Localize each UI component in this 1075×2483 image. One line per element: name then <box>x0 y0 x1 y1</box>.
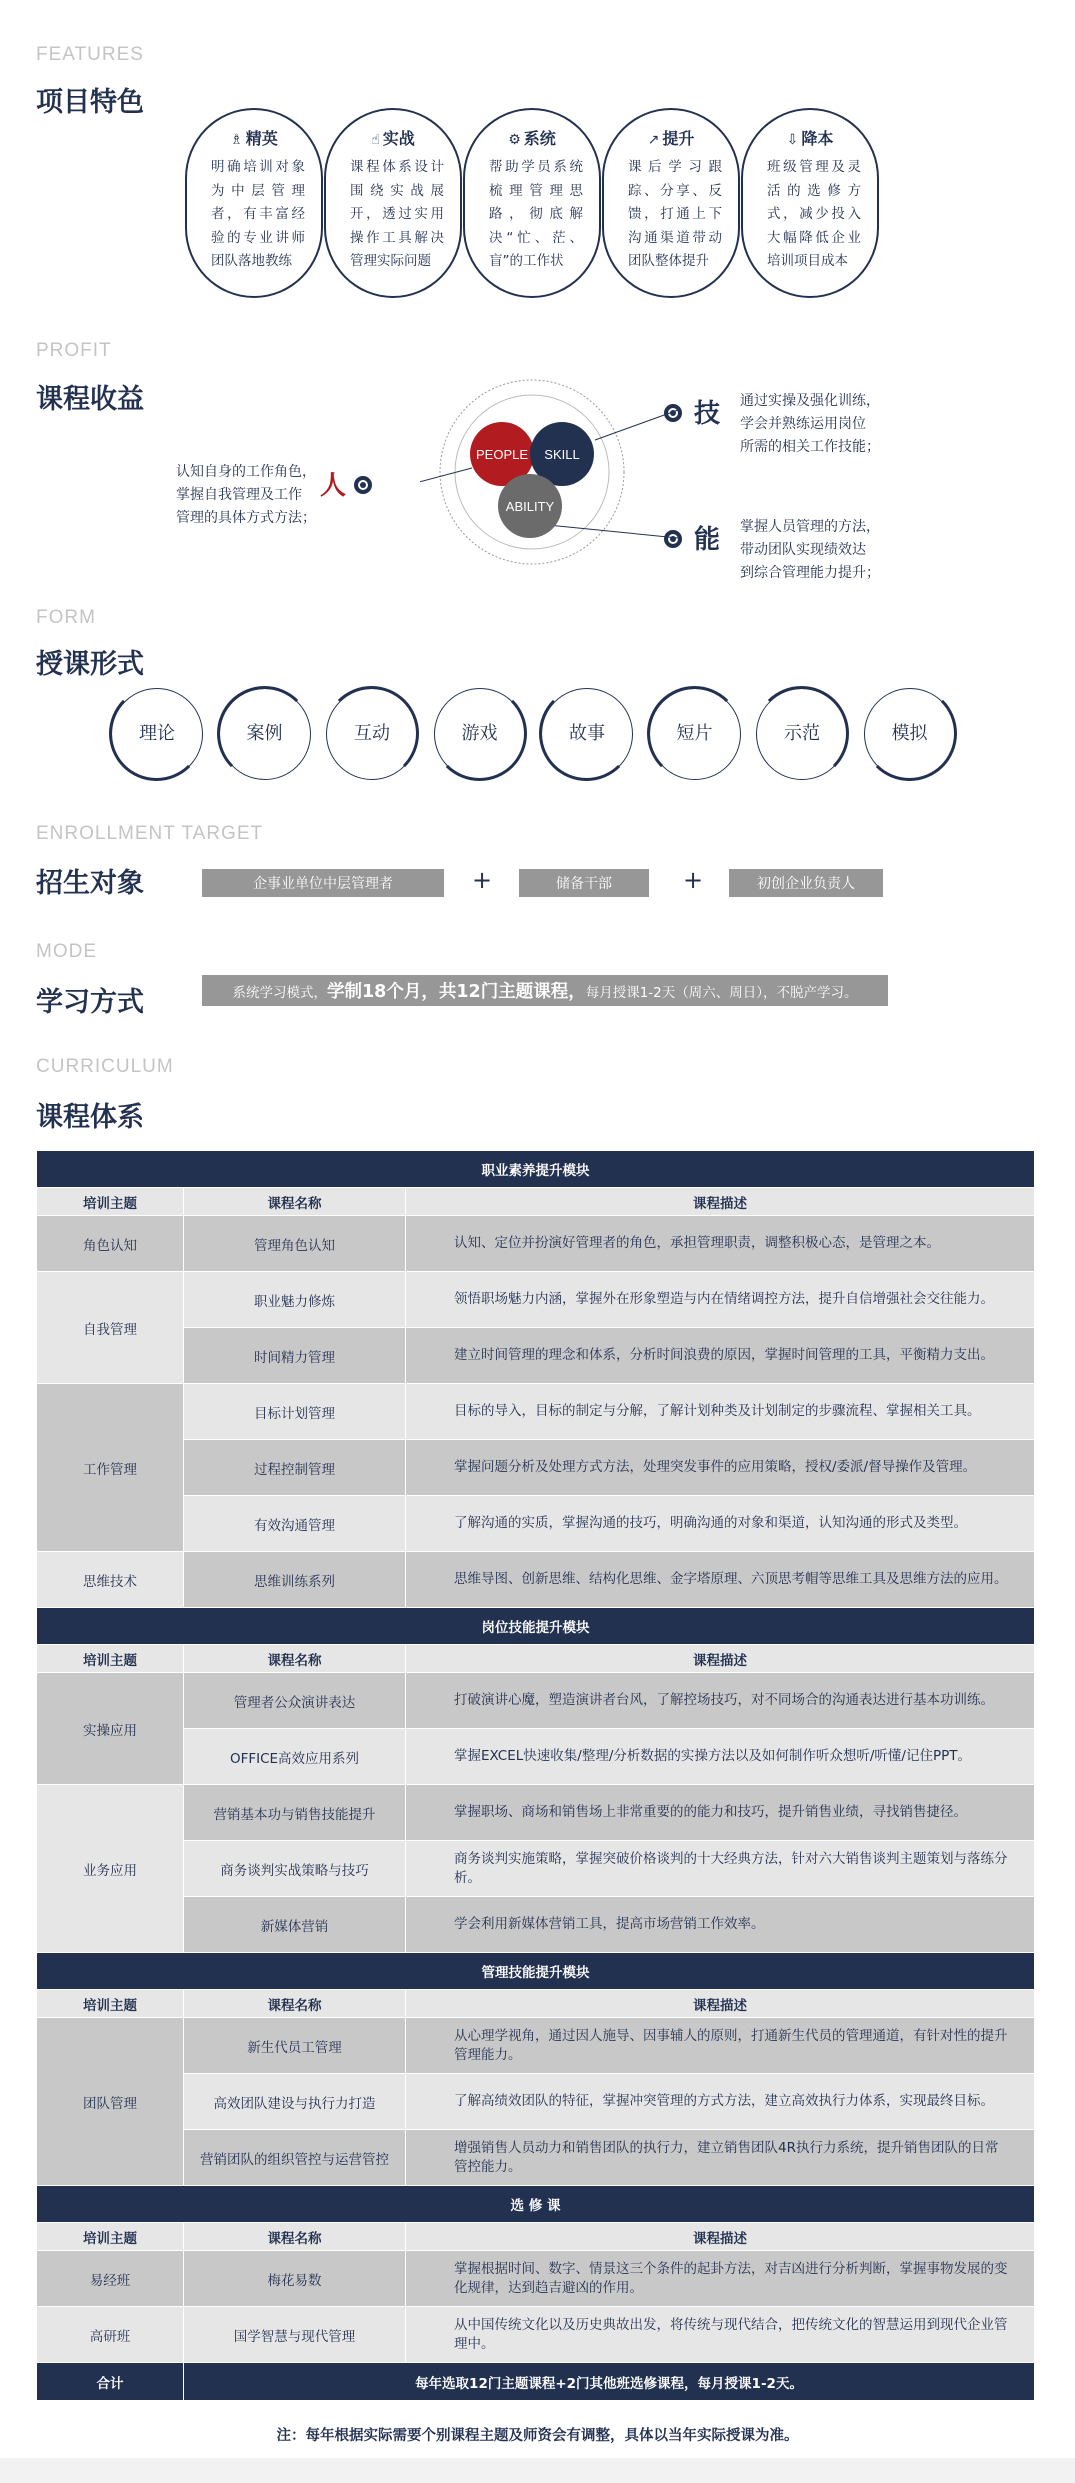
course-name: 思维训练系列 <box>184 1552 406 1608</box>
table-row <box>37 1841 1035 1897</box>
column-header: 培训主题 <box>37 1645 184 1673</box>
form-arc <box>432 686 527 781</box>
module-title: 管理技能提升模块 <box>37 1953 1035 1990</box>
benefits-en-title: PROFIT <box>36 340 112 361</box>
course-desc: 掌握根据时间、数字、情景这三个条件的起卦方法，对吉凶进行分析判断，掌握事物发展的变化规律，达到趋吉避凶的作用。 <box>406 2251 1035 2307</box>
table-row <box>37 2130 1035 2186</box>
ren-text: 认知自身的工作角色， 掌握自我管理及工作 管理的具体方式方法； <box>176 464 316 526</box>
feature-title <box>604 126 738 149</box>
gear-icon: ⚙ <box>508 132 521 148</box>
ribbon-icon: ♗ <box>230 132 243 148</box>
chart-icon: ↗ <box>647 132 660 148</box>
form-label: 故事 <box>569 723 605 744</box>
course-name: 有效沟通管理 <box>184 1496 406 1552</box>
enroll-en-title: ENROLLMENT TARGET <box>36 823 264 844</box>
feature-body: 明确培训对象为中层管理者，有丰富经验的专业讲师团队落地教练 <box>211 159 305 269</box>
people-circle: PEOPLE <box>470 422 534 486</box>
module-title: 选 修 课 <box>37 2186 1035 2223</box>
table-row <box>37 2307 1035 2363</box>
form-arc <box>754 686 849 781</box>
feature-title <box>326 126 460 149</box>
course-desc: 打破演讲心魔，塑造演讲者台风，了解控场技巧，对不同场合的沟通表达进行基本功训练。 <box>406 1673 1035 1729</box>
course-desc: 了解高绩效团队的特征，掌握冲突管理的方式方法，建立高效执行力体系，实现最终目标。 <box>406 2074 1035 2130</box>
form-circle <box>541 688 633 780</box>
form-circle <box>434 688 526 780</box>
course-desc: 建立时间管理的理念和体系，分析时间浪费的原因，掌握时间管理的工具，平衡精力支出。 <box>406 1328 1035 1384</box>
module-title: 职业素养提升模块 <box>37 1151 1035 1188</box>
feature-card <box>324 108 462 298</box>
feature-body: 帮助学员系统梳理管理思路，彻底解决“忙、茫、盲”的工作状 <box>489 159 583 269</box>
curriculum-table <box>36 1150 1035 2401</box>
course-name: 过程控制管理 <box>184 1440 406 1496</box>
form-label: 短片 <box>676 723 713 744</box>
module-title: 岗位技能提升模块 <box>37 1608 1035 1645</box>
ability-circle: ABILITY <box>498 474 562 538</box>
module-title-row <box>37 2186 1035 2223</box>
table-row <box>37 1496 1035 1552</box>
mode-pill: 系统学习模式， 学制18个月，共12门主题课程， 每月授课1-2天（周六、周日），不脱产学习。 <box>202 975 888 1006</box>
form-circle <box>864 688 956 780</box>
form-arc <box>109 686 204 781</box>
course-name: 职业魅力修炼 <box>184 1272 406 1328</box>
course-desc: 掌握职场、商场和销售场上非常重要的的能力和技巧，提升销售业绩，寻找销售捷径。 <box>406 1785 1035 1841</box>
form-arc <box>862 686 957 781</box>
plus-sign: + <box>683 866 704 894</box>
form-arc <box>324 686 419 781</box>
course-name: 营销团队的组织管控与运营管控 <box>184 2130 406 2186</box>
enroll-pill: 企事业单位中层管理者 <box>202 869 444 897</box>
column-header: 课程名称 <box>184 1188 406 1216</box>
outline-gap <box>841 104 859 112</box>
theme-cell: 团队管理 <box>37 2018 184 2186</box>
benefits-title: 课程收益 <box>36 384 144 415</box>
theme-cell: 易经班 <box>37 2251 184 2307</box>
table-row <box>37 1729 1035 1785</box>
form-label: 游戏 <box>461 723 498 744</box>
feature-title-text: 降本 <box>801 129 834 148</box>
feature-title-text: 提升 <box>662 129 695 148</box>
column-header: 课程名称 <box>184 1645 406 1673</box>
ji-char: 技 <box>694 399 721 429</box>
total-text: 每年选取12门主题课程+2门其他班选修课程，每月授课1-2天。 <box>184 2363 1035 2401</box>
curriculum-title: 课程体系 <box>36 1102 144 1133</box>
total-label: 合计 <box>37 2363 184 2401</box>
form-label: 案例 <box>246 723 283 744</box>
form-label: 示范 <box>784 723 820 744</box>
feature-card <box>741 108 879 298</box>
table-row <box>37 1552 1035 1608</box>
form-circle <box>649 688 741 780</box>
course-desc: 增强销售人员动力和销售团队的执行力，建立销售团队4R执行力系统，提升销售团队的日常管控能力。 <box>406 2130 1035 2186</box>
table-row <box>37 1328 1035 1384</box>
outline-gap <box>622 294 640 302</box>
forms-en-title: FORM <box>36 607 96 628</box>
form-arc <box>647 686 742 781</box>
neng-text: 掌握人员管理的方法， 带动团队实现绩效达 到综合管理能力提升； <box>740 519 880 581</box>
table-row <box>37 1785 1035 1841</box>
course-name: 时间精力管理 <box>184 1328 406 1384</box>
target-icon <box>664 404 682 422</box>
enroll-pill: 初创企业负责人 <box>729 869 883 897</box>
course-name: 管理者公众演讲表达 <box>184 1673 406 1729</box>
form-circle <box>756 688 848 780</box>
course-desc: 掌握EXCEL快速收集/整理/分析数据的实操方法以及如何制作听众想听/听懂/记住PPT。 <box>406 1729 1035 1785</box>
course-name: 梅花易数 <box>184 2251 406 2307</box>
course-desc: 从心理学视角，通过因人施导、因事辅人的原则，打通新生代员的管理通道，有针对性的提升管理能力。 <box>406 2018 1035 2074</box>
skill-circle: SKILL <box>530 422 594 486</box>
mode-title: 学习方式 <box>36 987 144 1018</box>
theme-cell: 角色认知 <box>37 1216 184 1272</box>
module-title-row <box>37 1953 1035 1990</box>
table-header-row <box>37 1645 1035 1673</box>
feature-card <box>185 108 323 298</box>
table-row <box>37 1897 1035 1953</box>
feature-body: 课后学习跟踪、分享、反馈，打通上下沟通渠道带动团队整体提升 <box>628 159 722 269</box>
form-label: 模拟 <box>891 723 928 744</box>
theme-cell: 工作管理 <box>37 1384 184 1552</box>
total-row <box>37 2363 1035 2401</box>
theme-cell: 高研班 <box>37 2307 184 2363</box>
feature-body: 班级管理及灵活的选修方式，减少投入大幅降低企业培训项目成本 <box>767 159 861 269</box>
outline-gap <box>344 294 362 302</box>
feature-title <box>743 126 877 149</box>
feature-title-text: 实战 <box>382 129 415 148</box>
feature-body: 课程体系设计围绕实战展开，透过实用操作工具解决管理实际问题 <box>350 159 444 269</box>
target-icon <box>664 530 682 548</box>
column-header: 课程描述 <box>406 1645 1035 1673</box>
hand-icon: ☝ <box>371 132 380 148</box>
course-desc: 掌握问题分析及处理方式方法，处理突发事件的应用策略，授权/委派/督导操作及管理。 <box>406 1440 1035 1496</box>
table-row <box>37 2251 1035 2307</box>
table-row <box>37 2018 1035 2074</box>
column-header: 培训主题 <box>37 1188 184 1216</box>
form-arc <box>539 686 634 781</box>
course-desc: 学会利用新媒体营销工具，提高市场营销工作效率。 <box>406 1897 1035 1953</box>
course-name: 新媒体营销 <box>184 1897 406 1953</box>
feature-title-text: 精英 <box>245 129 278 148</box>
column-header: 课程描述 <box>406 2223 1035 2251</box>
column-header: 课程描述 <box>406 1188 1035 1216</box>
course-name: 目标计划管理 <box>184 1384 406 1440</box>
theme-cell: 思维技术 <box>37 1552 184 1608</box>
curriculum-en-title: CURRICULUM <box>36 1056 174 1077</box>
form-label: 理论 <box>139 723 175 744</box>
table-header-row <box>37 1990 1035 2018</box>
column-header: 课程描述 <box>406 1990 1035 2018</box>
enroll-title: 招生对象 <box>36 868 144 899</box>
outline-gap <box>563 104 581 112</box>
forms-title: 授课形式 <box>36 649 144 680</box>
theme-cell: 业务应用 <box>37 1785 184 1953</box>
course-desc: 目标的导入，目标的制定与分解，了解计划种类及计划制定的步骤流程、掌握相关工具。 <box>406 1384 1035 1440</box>
course-name: 管理角色认知 <box>184 1216 406 1272</box>
course-name: OFFICE高效应用系列 <box>184 1729 406 1785</box>
course-desc: 思维导图、创新思维、结构化思维、金字塔原理、六顶思考帽等思维工具及思维方法的应用。 <box>406 1552 1035 1608</box>
table-row <box>37 1384 1035 1440</box>
features-title: 项目特色 <box>36 87 144 118</box>
features-en-title: FEATURES <box>36 44 144 65</box>
plus-sign: + <box>472 866 493 894</box>
column-header: 课程名称 <box>184 2223 406 2251</box>
column-header: 课程名称 <box>184 1990 406 2018</box>
table-row <box>37 2074 1035 2130</box>
course-name: 商务谈判实战策略与技巧 <box>184 1841 406 1897</box>
form-label: 互动 <box>354 723 390 744</box>
course-name: 营销基本功与销售技能提升 <box>184 1785 406 1841</box>
feature-card <box>602 108 740 298</box>
course-name: 新生代员工管理 <box>184 2018 406 2074</box>
course-desc: 从中国传统文化以及历史典故出发，将传统与现代结合，把传统文化的智慧运用到现代企业管理中。 <box>406 2307 1035 2363</box>
module-title-row <box>37 1151 1035 1188</box>
form-circle <box>326 688 418 780</box>
form-arc <box>217 686 312 781</box>
table-row <box>37 1440 1035 1496</box>
neng-char: 能 <box>694 525 721 555</box>
ren-char: 人 <box>320 471 347 501</box>
column-header: 培训主题 <box>37 1990 184 2018</box>
course-name: 高效团队建设与执行力打造 <box>184 2074 406 2130</box>
form-circle <box>219 688 311 780</box>
form-circle <box>111 688 203 780</box>
footer-strip <box>0 2458 1075 2483</box>
target-icon <box>354 476 372 494</box>
ji-text: 通过实操及强化训练， 学会并熟练运用岗位 所需的相关工作技能； <box>740 393 880 455</box>
down-arrow-icon: ⇩ <box>786 132 799 148</box>
feature-title <box>465 126 599 149</box>
outline-gap <box>285 104 303 112</box>
course-desc: 认知、定位并扮演好管理者的角色，承担管理职责，调整积极心态，是管理之本。 <box>406 1216 1035 1272</box>
mode-en-title: MODE <box>36 941 97 962</box>
footnote: 注：每年根据实际需要个别课程主题及师资会有调整，具体以当年实际授课为准。 <box>276 2428 799 2444</box>
course-desc: 领悟职场魅力内涵，掌握外在形象塑造与内在情绪调控方法，提升自信增强社会交往能力。 <box>406 1272 1035 1328</box>
table-row <box>37 1272 1035 1328</box>
course-desc: 了解沟通的实质，掌握沟通的技巧，明确沟通的对象和渠道，认知沟通的形式及类型。 <box>406 1496 1035 1552</box>
table-header-row <box>37 2223 1035 2251</box>
enroll-pill: 储备干部 <box>519 869 649 897</box>
course-name: 国学智慧与现代管理 <box>184 2307 406 2363</box>
module-title-row <box>37 1608 1035 1645</box>
column-header: 培训主题 <box>37 2223 184 2251</box>
theme-cell: 实操应用 <box>37 1673 184 1785</box>
theme-cell: 自我管理 <box>37 1272 184 1384</box>
table-header-row <box>37 1188 1035 1216</box>
feature-title <box>187 126 321 149</box>
feature-card <box>463 108 601 298</box>
table-row <box>37 1216 1035 1272</box>
feature-title-text: 系统 <box>523 129 556 148</box>
table-row <box>37 1673 1035 1729</box>
course-desc: 商务谈判实施策略，掌握突破价格谈判的十大经典方法，针对六大销售谈判主题策划与落练分析。 <box>406 1841 1035 1897</box>
